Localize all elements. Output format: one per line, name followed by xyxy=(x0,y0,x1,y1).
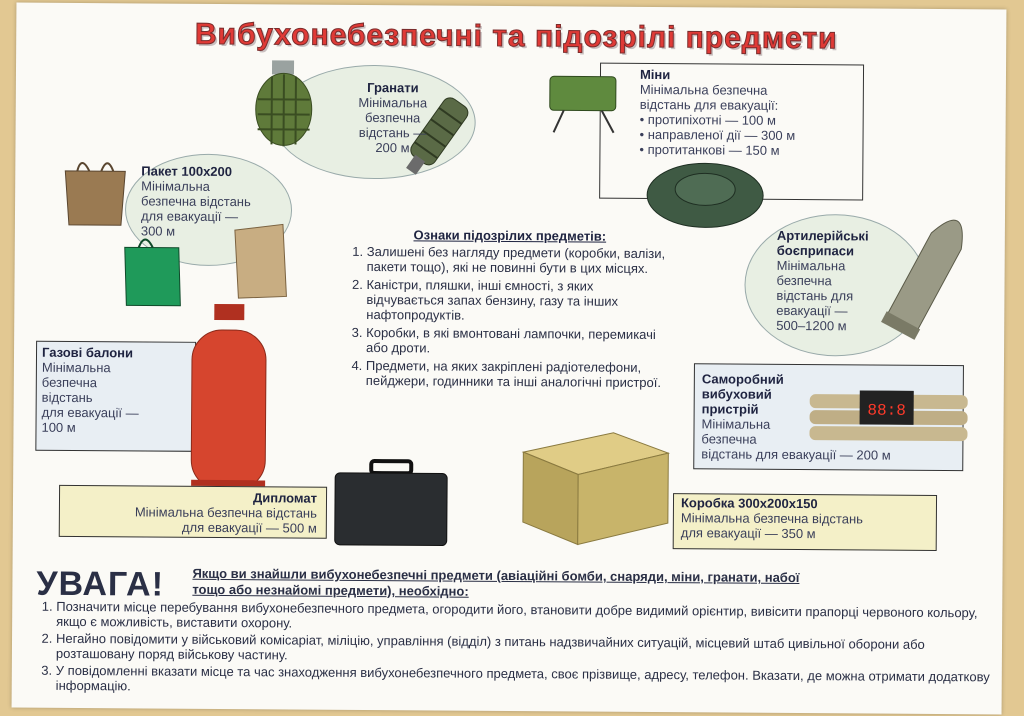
warning-word: УВАГА! xyxy=(36,564,165,604)
briefcase-illustration xyxy=(331,457,452,550)
signs-list xyxy=(344,244,675,390)
ied-line-2: безпечна xyxy=(701,431,757,447)
signs-heading: Ознаки підозрілих предметів: xyxy=(413,227,607,244)
package-line-1: Мінімальна xyxy=(141,178,210,194)
grenade-fuse xyxy=(272,60,294,74)
warning-intro: Якщо ви знайшли вибухонебезпечні предмети (авіаційні бомби, снаряди, міни, гранати, набої тощо або незнайомі предмети), необхідно: xyxy=(192,565,800,599)
cardboard-box-illustration xyxy=(513,422,679,548)
signs-item-4: 4. Предмети, на яких закріплені радіотелефони, пейджери, годинники та інші аналогічні пристрої. xyxy=(366,358,674,390)
gas-heading: Газові балони xyxy=(41,344,134,361)
mines-line-4: • направленої дії — 300 м xyxy=(639,126,796,143)
mines-heading: Міни xyxy=(639,66,671,83)
grenades-heading: Гранати xyxy=(367,80,419,96)
gas-label xyxy=(41,345,192,436)
gas-line-3: відстань xyxy=(41,389,93,406)
artillery-line-3: відстань для xyxy=(776,287,854,304)
warning-item-3: 3. У повідомленні вказати місце та час знаходження вибухонебезпечного предмета, своє прізвище, адресу, телефон. Вказати, де можна отримати додаткову інформацію. xyxy=(56,663,992,700)
signs-item-1: 1. Залишені без нагляду предмети (коробки, валізи, пакети тощо), які не повинні бути в цих місцях. xyxy=(367,244,675,276)
poster-title: Вибухонебезпечні та підозрілі предмети xyxy=(194,17,838,56)
green-bag-illustration xyxy=(114,229,195,310)
gas-cylinder-illustration xyxy=(183,300,274,501)
package-line-3: для евакуації — xyxy=(140,208,239,225)
mines-line-3: • протипіхотні — 100 м xyxy=(639,111,777,128)
mines-label xyxy=(639,67,855,158)
package-line-4: 300 м xyxy=(140,223,176,239)
mines-line-1: Мінімальна безпечна xyxy=(639,81,768,98)
package-label xyxy=(141,163,287,239)
ied-label xyxy=(701,371,957,463)
grenades-label xyxy=(337,80,448,156)
package-line-2: безпечна відстань xyxy=(141,193,251,210)
diplomat-line-1: Мінімальна безпечна відстань xyxy=(134,504,317,521)
paper-bag-illustration xyxy=(55,151,136,232)
artillery-line-5: 500–1200 м xyxy=(776,317,847,334)
claymore-mine-illustration xyxy=(536,66,631,137)
artillery-heading-1: Артилерійські xyxy=(776,227,869,244)
warning-item-1: 1. Позначити місце перебування вибухонебезпечного предмета, огородити його, втановити добре видимий орієнтир, вивісити прапорці червоного кольору, якщо є можливість, виставити охорону. xyxy=(56,599,992,636)
grenades-line-2: безпечна xyxy=(365,109,421,126)
ied-heading-2: вибуховий xyxy=(701,386,772,402)
box-heading: Коробка 300х200х150 xyxy=(680,495,818,512)
grenades-line-3: відстань — xyxy=(358,124,427,141)
box-line-1: Мінімальна безпечна відстань xyxy=(680,510,863,527)
signs-item-2: 2. Каністри, пляшки, інші ємності, з яких відчувається запах бензину, газу та інших нафтопродуктів. xyxy=(366,277,674,324)
artillery-line-4: евакуації — xyxy=(776,302,848,319)
ied-heading-1: Саморобний xyxy=(701,371,784,387)
package-heading: Пакет 100х200 xyxy=(141,163,233,180)
poster xyxy=(12,3,1007,715)
diplomat-label xyxy=(67,489,317,536)
warning-list xyxy=(32,599,993,702)
grenades-line-4: 200 м xyxy=(375,140,410,156)
gas-line-1: Мінімальна xyxy=(41,359,111,376)
gas-line-4: для евакуації — xyxy=(41,404,139,421)
artillery-label xyxy=(776,228,907,334)
suspicious-signs xyxy=(344,227,675,393)
diplomat-line-2: для евакуації — 500 м xyxy=(181,519,317,536)
gas-line-2: безпечна xyxy=(41,374,98,391)
antitank-mine-illustration xyxy=(643,153,769,234)
signs-item-3: 3. Коробки, в які вмонтовані лампочки, перемикачі або дроти. xyxy=(366,325,674,357)
ied-display-text: 88:8 xyxy=(867,401,906,420)
ied-heading-3: пристрій xyxy=(701,401,759,417)
warning-item-2: 2. Негайно повідомити у військовий комісаріат, міліцію, управління (відділ) з питань надзвичайних ситуацій, місцевий штаб цивільної оборони або розташовану поряд військову частину. xyxy=(56,631,992,668)
mines-line-2: відстань для евакуації: xyxy=(639,96,779,113)
box-label xyxy=(681,495,931,542)
artillery-line-2: безпечна xyxy=(776,272,832,289)
ied-line-3: відстань для евакуації — 200 м xyxy=(701,446,891,463)
artillery-heading-2: боєприпаси xyxy=(776,242,855,259)
diplomat-heading: Дипломат xyxy=(252,490,318,506)
box-line-2: для евакуації — 350 м xyxy=(680,525,816,542)
mines-line-5: • протитанкові — 150 м xyxy=(639,141,780,158)
artillery-line-1: Мінімальна xyxy=(776,257,846,274)
ied-line-1: Мінімальна xyxy=(701,416,771,432)
grenades-line-1: Мінімальна xyxy=(358,94,428,111)
gas-line-5: 100 м xyxy=(41,419,76,435)
